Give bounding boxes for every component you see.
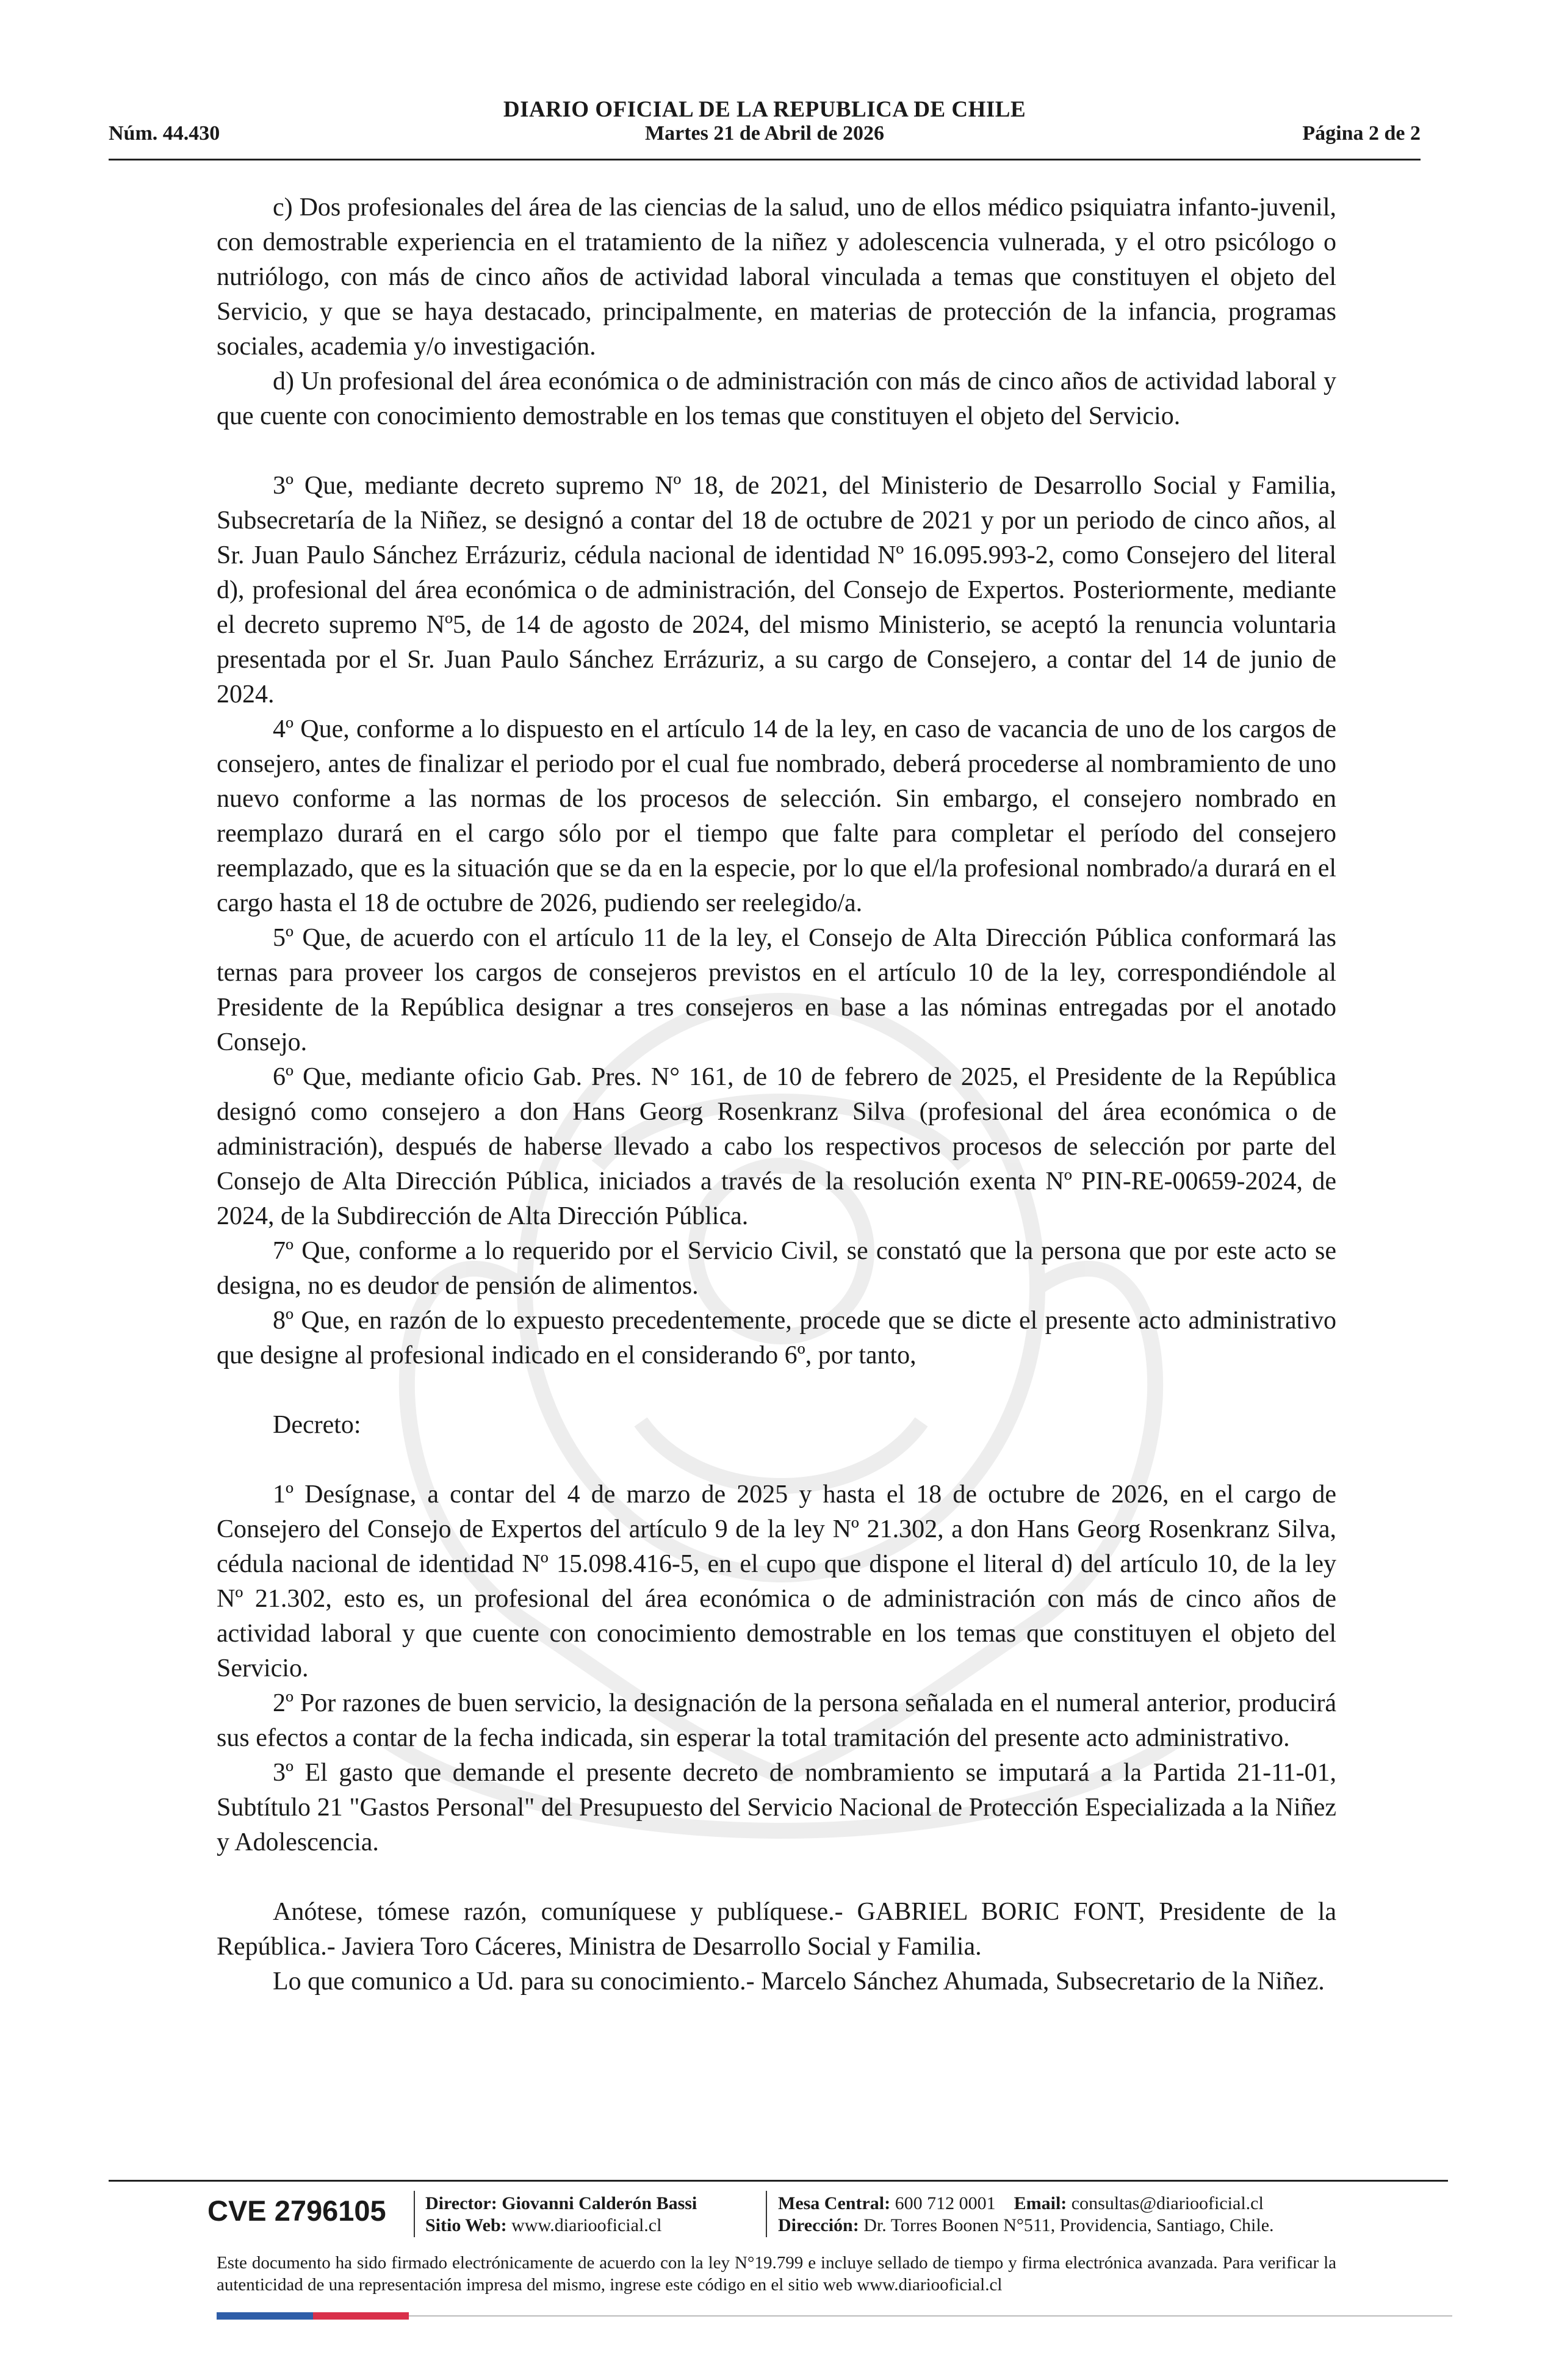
paragraph-literal-c: c) Dos profesionales del área de las ciencias de la salud, uno de ellos médico psiquiatra infanto-juvenil, con demostrable experiencia en el tratamiento de la niñez y adolescencia vulnerada, y el otro psicólogo o nutriólogo, con más de cinco años de actividad laboral vinculada a temas que constituyen el objeto del Servicio, y que se haya destacado, principalmente, en materias de protección de la infancia, programas sociales, academia y/o investigación. <box>217 193 1336 361</box>
paragraph-article-3: 3º El gasto que demande el presente decreto de nombramiento se imputará a la Partida 21-11-01, Subtítulo 21 "Gastos Personal" del Presupuesto del Servicio Nacional de Protección Especializada a la Niñez y Adolescencia. <box>217 1759 1336 1856</box>
document-body <box>217 190 1336 1999</box>
newspaper-title: DIARIO OFICIAL DE LA REPUBLICA DE CHILE <box>503 97 1026 122</box>
paragraph-article-1: 1º Desígnase, a contar del 4 de marzo de 2025 y hasta el 18 de octubre de 2026, en el cargo de Consejero del Consejo de Expertos del artículo 9 de la ley Nº 21.302, a don Hans Georg Rosenkranz Silva, cédula nacional de identidad Nº 15.098.416-5, en el cupo que dispone el literal d) del artículo 10, de la ley Nº 21.302, esto es, un profesional del área económica o de administración con más de cinco años de actividad laboral y que cuente con conocimiento demostrable en los temas que constituyen el objeto del Servicio. <box>217 1480 1336 1682</box>
paragraph-article-2: 2º Por razones de buen servicio, la designación de la persona señalada en el numeral anterior, producirá sus efectos a contar de la fecha indicada, sin esperar la total tramitación del presente acto administrativo. <box>217 1689 1336 1752</box>
paragraph-considerando-3: 3º Que, mediante decreto supremo Nº 18, de 2021, del Ministerio de Desarrollo Social y Familia, Subsecretaría de la Niñez, se designó a contar del 18 de octubre de 2021 y por un periodo de cinco años, al Sr. Juan Paulo Sánchez Errázuriz, cédula nacional de identidad Nº 16.095.993-2, como Consejero del literal d), profesional del área económica o de administración, del Consejo de Expertos. Posteriormente, mediante el decreto supremo Nº5, de 14 de agosto de 2024, del mismo Ministerio, se aceptó la renuncia voluntaria presentada por el Sr. Juan Paulo Sánchez Errázuriz, a su cargo de Consejero, a contar del 14 de junio de 2024. <box>217 472 1336 709</box>
issue-date: Martes 21 de Abril de 2026 <box>645 122 884 145</box>
paragraph-signatures: Anótese, tómese razón, comuníquese y publíquese.- GABRIEL BORIC FONT, Presidente de la República.- Javiera Toro Cáceres, Ministra de Desarrollo Social y Familia. <box>217 1898 1336 1961</box>
mesa-phone: 600 712 0001 <box>895 2193 996 2213</box>
page-indicator: Página 2 de 2 <box>1302 122 1421 145</box>
director-label: Director: <box>425 2193 497 2213</box>
paragraph-considerando-8: 8º Que, en razón de lo expuesto precedentemente, procede que se dicte el presente acto administrativo que designe al profesional indicado en el considerando 6º, por tanto, <box>217 1307 1336 1369</box>
email-link[interactable]: consultas@diariooficial.cl <box>1071 2193 1264 2213</box>
issue-number: Núm. 44.430 <box>109 122 220 145</box>
footer-separator <box>766 2191 767 2237</box>
cve-code: CVE 2796105 <box>207 2194 386 2227</box>
flag-stripe-red <box>313 2312 409 2320</box>
flag-stripe-line <box>409 2315 1452 2317</box>
page-header <box>109 92 1421 160</box>
email-label: Email: <box>1014 2193 1067 2213</box>
footer-separator <box>414 2191 415 2237</box>
director-name: Giovanni Calderón Bassi <box>502 2193 697 2213</box>
site-link[interactable]: www.diariooficial.cl <box>511 2215 662 2235</box>
footer-contact-block <box>778 2193 1274 2237</box>
mesa-label: Mesa Central: <box>778 2193 891 2213</box>
flag-stripe-blue <box>217 2312 313 2320</box>
decreto-heading: Decreto: <box>273 1411 361 1439</box>
paragraph-communication: Lo que comunico a Ud. para su conocimiento.- Marcelo Sánchez Ahumada, Subsecretario de la Niñez. <box>273 1967 1325 1996</box>
paragraph-literal-d: d) Un profesional del área económica o de administración con más de cinco años de actividad laboral y que cuente con conocimiento demostrable en los temas que constituyen el objeto del Servicio. <box>217 367 1336 430</box>
address-value: Dr. Torres Boonen N°511, Providencia, Santiago, Chile. <box>863 2215 1274 2235</box>
paragraph-considerando-7: 7º Que, conforme a lo requerido por el Servicio Civil, se constató que la persona que por este acto se designa, no es deudor de pensión de alimentos. <box>217 1237 1336 1300</box>
footer-divider <box>109 2180 1448 2182</box>
address-label: Dirección: <box>778 2215 859 2235</box>
paragraph-considerando-6: 6º Que, mediante oficio Gab. Pres. N° 161, de 10 de febrero de 2025, el Presidente de la República designó como consejero a don Hans Georg Rosenkranz Silva (profesional del área económica o de administración), después de haberse llevado a cabo los respectivos procesos de selección por parte del Consejo de Alta Dirección Pública, iniciados a través de la resolución exenta Nº PIN-RE-00659-2024, de 2024, de la Subdirección de Alta Dirección Pública. <box>217 1063 1336 1230</box>
paragraph-considerando-5: 5º Que, de acuerdo con el artículo 11 de la ley, el Consejo de Alta Dirección Pública conformará las ternas para proveer los cargos de consejeros previstos en el artículo 10 de la ley, correspondiéndole al Presidente de la República designar a tres consejeros en base a las nóminas entregadas por el anotado Consejo. <box>217 924 1336 1056</box>
paragraph-considerando-4: 4º Que, conforme a lo dispuesto en el artículo 14 de la ley, en caso de vacancia de uno de los cargos de consejero, antes de finalizar el periodo por el cual fue nombrado, deberá procederse al nombramiento de uno nuevo conforme a las normas de los procesos de selección. Sin embargo, el consejero nombrado en reemplazo durará en el cargo sólo por el tiempo que falte para completar el período del consejero reemplazado, que es la situación que se da en la especie, por lo que el/la profesional nombrado/a durará en el cargo hasta el 18 de octubre de 2026, pudiendo ser reelegido/a. <box>217 715 1336 917</box>
site-label: Sitio Web: <box>425 2215 507 2235</box>
footer-director-block <box>425 2193 697 2237</box>
signature-notice: Este documento ha sido firmado electrónicamente de acuerdo con la ley N°19.799 e incluye sellado de tiempo y firma electrónica avanzada. Para verificar la autenticidad de una representación impresa del mismo, ingrese este código en el sitio web www.diariooficial.cl <box>217 2253 1336 2295</box>
